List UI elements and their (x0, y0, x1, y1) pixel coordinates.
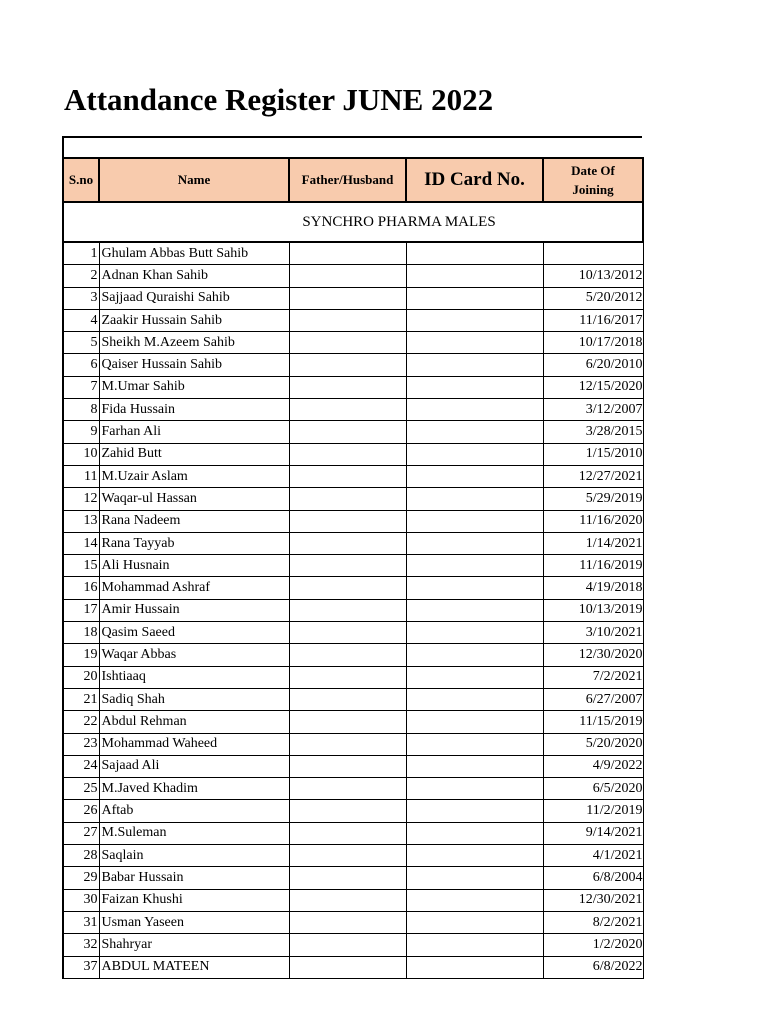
attendance-table (62, 157, 644, 979)
cell-father-husband (289, 421, 406, 443)
cell-name: Mohammad Ashraf (99, 577, 289, 599)
section-title (63, 202, 643, 242)
cell-date-of-joining: 1/14/2021 (543, 532, 643, 554)
cell-father-husband (289, 644, 406, 666)
cell-id-card (406, 867, 543, 889)
header-id-card: ID Card No. (406, 158, 543, 202)
cell-name: Aftab (99, 800, 289, 822)
cell-name: M.Umar Sahib (99, 376, 289, 398)
cell-date-of-joining: 12/27/2021 (543, 465, 643, 487)
cell-sno: 11 (63, 465, 99, 487)
cell-date-of-joining: 6/5/2020 (543, 778, 643, 800)
section-label: SYNCHRO PHARMA MALES (302, 214, 496, 230)
cell-father-husband (289, 309, 406, 331)
cell-father-husband (289, 376, 406, 398)
cell-date-of-joining: 3/10/2021 (543, 622, 643, 644)
cell-date-of-joining: 11/16/2020 (543, 510, 643, 532)
cell-date-of-joining: 5/20/2020 (543, 733, 643, 755)
table-row (63, 599, 643, 621)
cell-name: Sadiq Shah (99, 688, 289, 710)
table-row (63, 688, 643, 710)
cell-sno: 19 (63, 644, 99, 666)
table-row (63, 287, 643, 309)
cell-date-of-joining: 6/27/2007 (543, 688, 643, 710)
cell-father-husband (289, 911, 406, 933)
header-father-husband: Father/Husband (289, 158, 406, 202)
cell-id-card (406, 577, 543, 599)
attendance-sheet (62, 136, 642, 979)
table-row (63, 666, 643, 688)
table-row (63, 242, 643, 265)
cell-date-of-joining: 8/2/2021 (543, 911, 643, 933)
cell-name: Saqlain (99, 845, 289, 867)
cell-date-of-joining: 12/15/2020 (543, 376, 643, 398)
cell-id-card (406, 644, 543, 666)
table-row (63, 577, 643, 599)
cell-name: Usman Yaseen (99, 911, 289, 933)
cell-id-card (406, 778, 543, 800)
cell-father-husband (289, 265, 406, 287)
table-row (63, 332, 643, 354)
table-row (63, 421, 643, 443)
cell-name: Ghulam Abbas Butt Sahib (99, 242, 289, 265)
cell-father-husband (289, 532, 406, 554)
cell-id-card (406, 711, 543, 733)
cell-name: Qasim Saeed (99, 622, 289, 644)
cell-father-husband (289, 934, 406, 956)
cell-father-husband (289, 577, 406, 599)
cell-father-husband (289, 332, 406, 354)
cell-id-card (406, 488, 543, 510)
cell-date-of-joining: 3/12/2007 (543, 399, 643, 421)
cell-sno: 21 (63, 688, 99, 710)
table-row (63, 555, 643, 577)
cell-date-of-joining: 11/15/2019 (543, 711, 643, 733)
cell-name: Ali Husnain (99, 555, 289, 577)
table-row (63, 532, 643, 554)
cell-sno: 23 (63, 733, 99, 755)
cell-father-husband (289, 399, 406, 421)
cell-sno: 6 (63, 354, 99, 376)
cell-date-of-joining: 4/19/2018 (543, 577, 643, 599)
cell-id-card (406, 800, 543, 822)
cell-father-husband (289, 867, 406, 889)
table-row (63, 510, 643, 532)
table-row (63, 800, 643, 822)
cell-sno: 12 (63, 488, 99, 510)
cell-name: Amir Hussain (99, 599, 289, 621)
cell-name: Farhan Ali (99, 421, 289, 443)
cell-father-husband (289, 510, 406, 532)
cell-id-card (406, 510, 543, 532)
cell-father-husband (289, 242, 406, 265)
cell-id-card (406, 733, 543, 755)
blank-row (62, 136, 642, 157)
cell-date-of-joining: 10/13/2012 (543, 265, 643, 287)
cell-father-husband (289, 354, 406, 376)
cell-name: Sajjaad Quraishi Sahib (99, 287, 289, 309)
cell-sno: 20 (63, 666, 99, 688)
cell-name: Zahid Butt (99, 443, 289, 465)
cell-name: Fida Hussain (99, 399, 289, 421)
cell-sno: 17 (63, 599, 99, 621)
cell-date-of-joining: 11/2/2019 (543, 800, 643, 822)
header-doj-line1: Date Of (571, 163, 615, 178)
table-row (63, 622, 643, 644)
cell-id-card (406, 666, 543, 688)
cell-sno: 9 (63, 421, 99, 443)
cell-date-of-joining: 6/20/2010 (543, 354, 643, 376)
cell-date-of-joining: 1/2/2020 (543, 934, 643, 956)
cell-id-card (406, 755, 543, 777)
cell-date-of-joining: 4/9/2022 (543, 755, 643, 777)
cell-id-card (406, 332, 543, 354)
cell-sno: 2 (63, 265, 99, 287)
table-row (63, 889, 643, 911)
cell-id-card (406, 287, 543, 309)
table-row (63, 911, 643, 933)
table-row (63, 354, 643, 376)
cell-name: Sheikh M.Azeem Sahib (99, 332, 289, 354)
cell-sno: 4 (63, 309, 99, 331)
header-sno: S.no (63, 158, 99, 202)
table-row (63, 265, 643, 287)
cell-name: M.Uzair Aslam (99, 465, 289, 487)
cell-id-card (406, 934, 543, 956)
cell-father-husband (289, 755, 406, 777)
cell-date-of-joining: 12/30/2021 (543, 889, 643, 911)
cell-id-card (406, 443, 543, 465)
table-row (63, 934, 643, 956)
table-row (63, 309, 643, 331)
table-row (63, 465, 643, 487)
table-body (63, 242, 643, 978)
cell-sno: 29 (63, 867, 99, 889)
section-row (63, 202, 643, 242)
cell-id-card (406, 688, 543, 710)
cell-id-card (406, 376, 543, 398)
cell-sno: 26 (63, 800, 99, 822)
cell-date-of-joining: 9/14/2021 (543, 822, 643, 844)
cell-date-of-joining: 4/1/2021 (543, 845, 643, 867)
cell-name: Waqar-ul Hassan (99, 488, 289, 510)
cell-father-husband (289, 845, 406, 867)
cell-father-husband (289, 488, 406, 510)
cell-sno: 10 (63, 443, 99, 465)
cell-sno: 15 (63, 555, 99, 577)
cell-name: M.Javed Khadim (99, 778, 289, 800)
cell-id-card (406, 889, 543, 911)
cell-id-card (406, 265, 543, 287)
cell-sno: 28 (63, 845, 99, 867)
cell-sno: 18 (63, 622, 99, 644)
cell-father-husband (289, 465, 406, 487)
cell-date-of-joining: 6/8/2022 (543, 956, 643, 978)
cell-date-of-joining (543, 242, 643, 265)
table-row (63, 845, 643, 867)
header-row (63, 158, 643, 202)
cell-name: Waqar Abbas (99, 644, 289, 666)
table-row (63, 711, 643, 733)
cell-id-card (406, 845, 543, 867)
cell-father-husband (289, 555, 406, 577)
cell-name: Zaakir Hussain Sahib (99, 309, 289, 331)
cell-sno: 37 (63, 956, 99, 978)
table-row (63, 956, 643, 978)
cell-sno: 1 (63, 242, 99, 265)
cell-name: Adnan Khan Sahib (99, 265, 289, 287)
cell-sno: 14 (63, 532, 99, 554)
cell-father-husband (289, 733, 406, 755)
cell-id-card (406, 599, 543, 621)
cell-sno: 24 (63, 755, 99, 777)
table-row (63, 733, 643, 755)
cell-sno: 31 (63, 911, 99, 933)
page-title: Attandance Register JUNE 2022 (64, 82, 494, 117)
table-row (63, 778, 643, 800)
cell-father-husband (289, 956, 406, 978)
table-row (63, 376, 643, 398)
cell-sno: 5 (63, 332, 99, 354)
cell-father-husband (289, 800, 406, 822)
cell-id-card (406, 354, 543, 376)
cell-sno: 3 (63, 287, 99, 309)
table-row (63, 443, 643, 465)
cell-date-of-joining: 10/13/2019 (543, 599, 643, 621)
cell-id-card (406, 399, 543, 421)
cell-date-of-joining: 6/8/2004 (543, 867, 643, 889)
cell-father-husband (289, 778, 406, 800)
cell-name: Faizan Khushi (99, 889, 289, 911)
cell-name: Mohammad Waheed (99, 733, 289, 755)
table-row (63, 399, 643, 421)
table-header (63, 158, 643, 242)
cell-date-of-joining: 10/17/2018 (543, 332, 643, 354)
cell-sno: 8 (63, 399, 99, 421)
cell-date-of-joining: 11/16/2017 (543, 309, 643, 331)
cell-sno: 32 (63, 934, 99, 956)
cell-name: ABDUL MATEEN (99, 956, 289, 978)
cell-name: Rana Tayyab (99, 532, 289, 554)
cell-father-husband (289, 287, 406, 309)
cell-id-card (406, 622, 543, 644)
cell-sno: 22 (63, 711, 99, 733)
cell-id-card (406, 465, 543, 487)
cell-father-husband (289, 822, 406, 844)
cell-name: Babar Hussain (99, 867, 289, 889)
cell-father-husband (289, 711, 406, 733)
cell-id-card (406, 421, 543, 443)
cell-name: Ishtiaaq (99, 666, 289, 688)
cell-father-husband (289, 622, 406, 644)
table-row (63, 822, 643, 844)
cell-date-of-joining: 11/16/2019 (543, 555, 643, 577)
header-doj-line2: Joining (572, 182, 614, 197)
cell-father-husband (289, 666, 406, 688)
header-name: Name (99, 158, 289, 202)
cell-date-of-joining: 5/29/2019 (543, 488, 643, 510)
header-date-of-joining (543, 158, 643, 202)
cell-sno: 16 (63, 577, 99, 599)
cell-date-of-joining: 3/28/2015 (543, 421, 643, 443)
cell-father-husband (289, 688, 406, 710)
cell-id-card (406, 911, 543, 933)
cell-sno: 7 (63, 376, 99, 398)
cell-name: Shahryar (99, 934, 289, 956)
cell-id-card (406, 532, 543, 554)
cell-id-card (406, 822, 543, 844)
cell-sno: 13 (63, 510, 99, 532)
cell-id-card (406, 555, 543, 577)
cell-id-card (406, 956, 543, 978)
table-row (63, 488, 643, 510)
cell-id-card (406, 242, 543, 265)
cell-sno: 30 (63, 889, 99, 911)
cell-name: Sajaad Ali (99, 755, 289, 777)
cell-id-card (406, 309, 543, 331)
cell-sno: 25 (63, 778, 99, 800)
cell-date-of-joining: 12/30/2020 (543, 644, 643, 666)
cell-father-husband (289, 443, 406, 465)
table-row (63, 867, 643, 889)
cell-sno: 27 (63, 822, 99, 844)
cell-father-husband (289, 889, 406, 911)
table-row (63, 644, 643, 666)
cell-date-of-joining: 1/15/2010 (543, 443, 643, 465)
cell-name: M.Suleman (99, 822, 289, 844)
cell-name: Rana Nadeem (99, 510, 289, 532)
cell-date-of-joining: 7/2/2021 (543, 666, 643, 688)
cell-name: Qaiser Hussain Sahib (99, 354, 289, 376)
table-row (63, 755, 643, 777)
cell-name: Abdul Rehman (99, 711, 289, 733)
cell-father-husband (289, 599, 406, 621)
cell-date-of-joining: 5/20/2012 (543, 287, 643, 309)
